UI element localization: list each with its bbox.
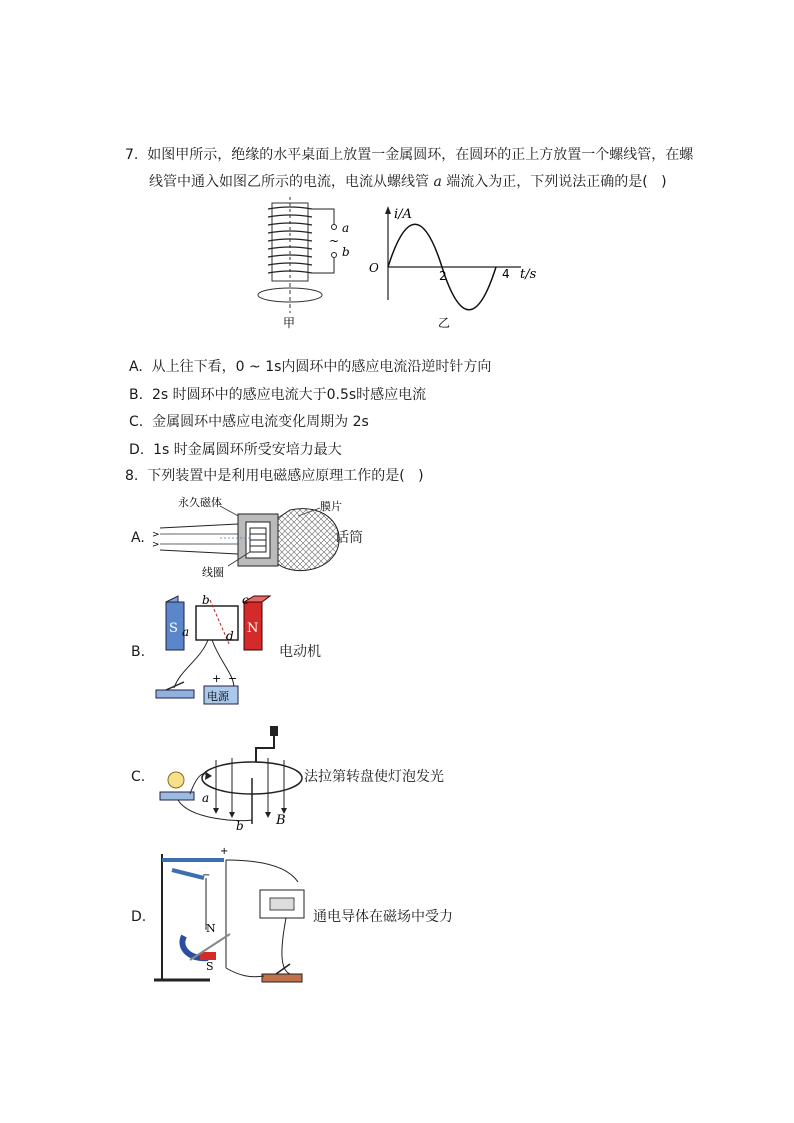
label-a: a <box>342 221 350 235</box>
q8-c-letter: C. <box>131 769 146 785</box>
bulb <box>168 772 184 788</box>
q8-c-caption: 法拉第转盘使灯泡发光 <box>304 769 444 785</box>
x-label: t/s <box>520 267 537 282</box>
q8-d-caption: 通电导体在磁场中受力 <box>313 909 453 925</box>
label-plus: + <box>212 672 222 685</box>
crank-handle <box>270 726 278 736</box>
label-N: N <box>206 922 216 935</box>
q8-a-letter: A. <box>131 530 145 546</box>
wire-mark-1: > <box>152 530 160 540</box>
label-a: a <box>182 625 190 639</box>
wire-to-battery <box>226 860 298 882</box>
label-b: b <box>202 593 210 607</box>
q7-var-a: a <box>433 174 442 190</box>
q8-a-caption: 话筒 <box>335 530 363 546</box>
label-tilde: ~ <box>329 234 340 248</box>
figure-current-conductor <box>150 840 320 990</box>
q8-b-caption: 电动机 <box>279 644 321 660</box>
caption-yi: 乙 <box>438 316 451 330</box>
magnet-red-end <box>200 952 216 960</box>
terminal-a <box>332 225 337 230</box>
wire-mark-2: > <box>152 540 160 550</box>
label-plus: + <box>220 846 229 857</box>
label-N: N <box>247 621 259 636</box>
terminal-b <box>332 253 337 258</box>
label-film: 膜片 <box>320 500 342 513</box>
lead-bottom <box>312 258 334 273</box>
label-magnet: 永久磁体 <box>178 496 222 509</box>
battery-label <box>270 898 294 910</box>
q7-option-d: D. 1s 时金属圆环所受安培力最大 <box>129 442 342 458</box>
label-minus: − <box>228 672 238 685</box>
figure-faraday-disk <box>150 722 310 832</box>
q7-option-a: A. 从上往下看，0 ~ 1s内圆环中的感应电流沿逆时针方向 <box>129 359 492 375</box>
caption-jia: 甲 <box>283 316 296 330</box>
q7-option-b: B. 2s 时圆环中的感应电流大于0.5s时感应电流 <box>129 387 427 403</box>
label-minus: − <box>202 870 211 881</box>
handle-bottom <box>160 550 238 554</box>
figure-jia-solenoid <box>250 195 370 335</box>
q7-line2-post: 端流入为正，下列说法正确的是( ) <box>441 174 667 190</box>
y-label: i/A <box>394 207 412 222</box>
label-B: B <box>276 813 286 828</box>
microphone-head <box>278 509 339 571</box>
label-coil: 线圈 <box>202 566 224 579</box>
switch-lever <box>166 682 184 690</box>
label-b: b <box>342 245 350 259</box>
q8-b-letter: B. <box>131 644 146 660</box>
q8-stem: 8. 下列装置中是利用电磁感应原理工作的是( ) <box>125 468 424 484</box>
switch-base <box>156 690 194 698</box>
figure-yi-graph <box>366 200 536 340</box>
q8-d-letter: D. <box>131 909 147 925</box>
lead-top <box>312 209 334 224</box>
bulb-base <box>160 792 194 800</box>
label-d: d <box>226 629 234 643</box>
label-S: S <box>169 621 178 636</box>
handle-top <box>160 524 238 528</box>
q7-option-c: C. 金属圆环中感应电流变化周期为 2s <box>129 414 369 430</box>
label-b: b <box>236 819 244 833</box>
rail-lower <box>172 870 204 878</box>
figure-motor <box>150 590 280 710</box>
y-arrow <box>385 206 391 214</box>
label-S: S <box>206 960 214 973</box>
figure-microphone <box>150 492 350 582</box>
switch-base <box>262 974 302 982</box>
label-c: c <box>242 593 249 607</box>
label-source: 电源 <box>207 690 229 703</box>
q7-line1: 7. 如图甲所示，绝缘的水平桌面上放置一金属圆环，在圆环的正上方放置一个螺线管，在螺 <box>125 147 694 163</box>
label-a: a <box>202 791 210 805</box>
tick-2: 2 <box>439 269 447 283</box>
q7-line2-pre: 线管中通入如图乙所示的电流，电流从螺线管 <box>149 174 434 190</box>
wire-to-switch <box>226 968 264 977</box>
q7-line2 <box>149 173 667 191</box>
origin-label: O <box>369 261 379 275</box>
tick-4: 4 <box>502 267 510 281</box>
